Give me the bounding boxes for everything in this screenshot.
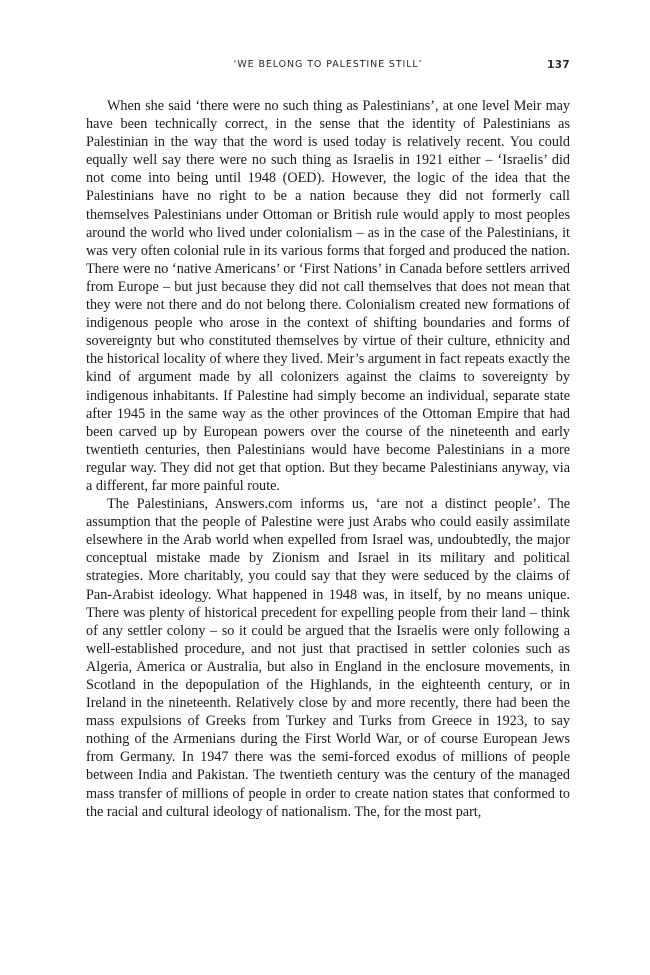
paragraph: When she said ‘there were no such thing as Palestinians’, at one level Meir may have been technically correct, in the sense that the identity of Palestinians as Palestinian in the way that the word is used today is relatively recent. You could equally well say there were no such thing as Israelis in 1921 either – ‘Israelis’ did not come into being until 1948 (OED). However, the logic of the idea that the Palestinians have no right to be a nation because they did not formerly call themselves Palestinians under Ottoman or British rule would apply to most peoples around the world who lived under colonialism – as in the case of the Palestinians, it was very often colonial rule in its various forms that forged and produced the nation. There were no ‘native Americans’ or ‘First Nations’ in Canada before settlers arrived from Europe – but just because they did not call themselves that does not mean that they were not there and do not belong there. Colonialism created new formations of indigenous people who arose in the context of shifting boundaries and forms of sovereignty but who constituted themselves by virtue of their culture, ethnicity and the historical locality of where they lived. Meir’s argument in fact repeats exactly the kind of argument made by all colonizers against the claims to sovereignty by indigenous inhabitants. If Palestine had simply become an individual, separate state after 1945 in the same way as the other provinces of the Ottoman Empire that had been carved up by European powers over the course of the nineteenth and early twentieth centuries, then Palestinians would have become Palestinians in a more regular way. They did not get that option. But they became Palestinians anyway, via a different, far more painful route. [86, 98, 570, 494]
running-head [86, 59, 570, 75]
paragraph: The Palestinians, Answers.com informs us, ‘are not a distinct people’. The assumption that the people of Palestine were just Arabs who could easily assimilate elsewhere in the Arab world when expelled from Israel was, undoubtedly, the major conceptual mistake made by Zionism and Israel in its military and political strategies. More charitably, you could say that they were seduced by the claims of Pan-Arabist ideology. What happened in 1948 was, in itself, by no means unique. There was plenty of historical precedent for expelling people from their land – think of any settler colony – so it could be argued that the Israelis were only following a well-established procedure, and not just that practised in settler colonies such as Algeria, America or Australia, but also in England in the enclosure movements, in Scotland in the depopulation of the Highlands, in the eighteenth century, or in Ireland in the nineteenth. Relatively close by and more recently, there had been the mass expulsions of Greeks from Turkey and Turks from Greece in 1923, to say nothing of the Armenians during the First World War, or of course European Jews from Germany. In 1947 there was the semi-forced exodus of millions of people between India and Pakistan. The twentieth century was the century of the managed mass transfer of millions of people in order to create nation states that conformed to the racial and cultural ideology of nationalism. The, for the most part, [86, 496, 570, 820]
body-text [86, 97, 570, 821]
running-title: ‘WE BELONG TO PALESTINE STILL’ [233, 59, 423, 70]
page-number: 137 [547, 59, 570, 71]
